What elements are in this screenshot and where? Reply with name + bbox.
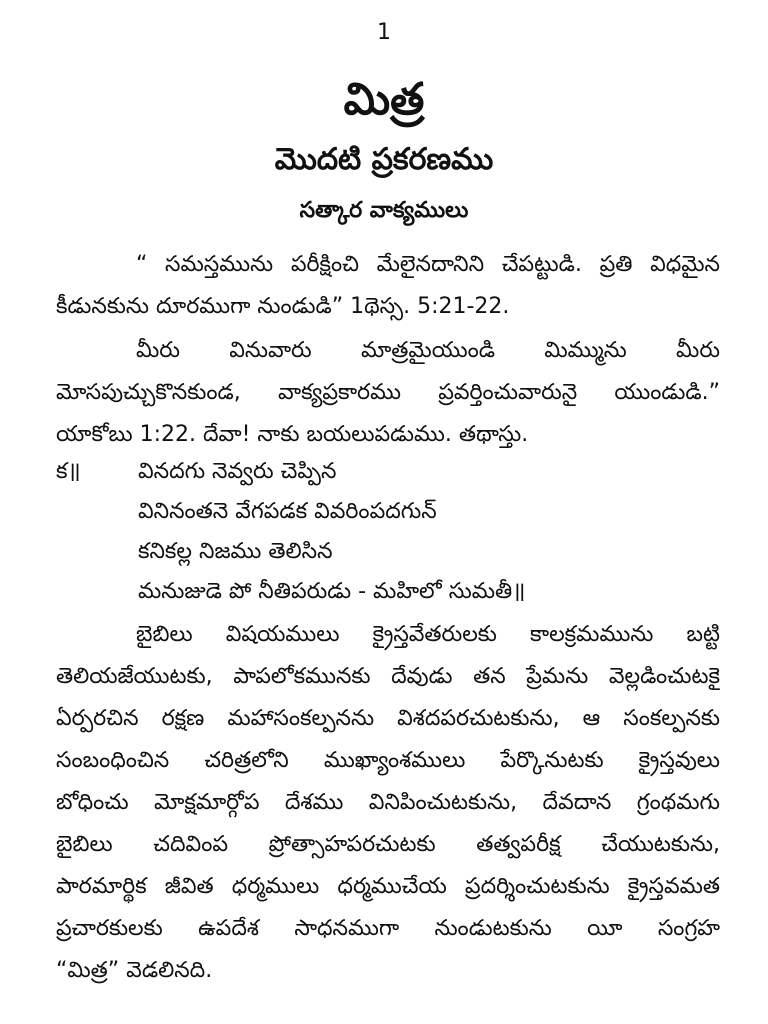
paragraph-line: మోసపుచ్చుకొనకుండ, వాక్యప్రకారము ప్రవర్తించువారునై యుండుడి.” xyxy=(56,380,720,405)
verse-row xyxy=(56,452,720,492)
verse-row xyxy=(56,492,720,532)
paragraph-line: యాకోబు 1:22. దేవా! నాకు బయలుపడుము. తథాస్తు. xyxy=(56,422,529,447)
paragraph-line: పారమార్థిక జీవిత ధర్మములు ధర్మముచేయ ప్రదర్శించుటకును క్రైస్తవమత xyxy=(56,874,720,899)
paragraph-line: మీరు వినువారు మాత్రమైయుండి మిమ్మును మీరు xyxy=(136,338,720,363)
book-title: మిత్ర xyxy=(343,74,425,125)
verse-line: వినదగు నెవ్వరు చెప్పిన xyxy=(138,459,337,484)
paragraph-2 xyxy=(56,330,720,456)
paragraph-line: కీడునకును దూరముగా నుండుడి” 1థెస్స. 5:21-22. xyxy=(56,294,510,319)
paragraph-1 xyxy=(56,244,720,328)
verse-line: మనుజుడె పో నీతిపరుడు - మహిలో సుమతీ॥ xyxy=(138,579,526,604)
verse-row xyxy=(56,532,720,572)
paragraph-line: బైబిలు విషయములు క్రైస్తవేతరులకు కాలక్రమమును బట్టి xyxy=(136,622,720,647)
section-heading: సత్కార వాక్యములు xyxy=(299,198,469,223)
verse-block xyxy=(56,452,720,612)
paragraph-line: తెలియజేయుటకు, పాపలోకమునకు దేవుడు తన ప్రేమను వెల్లడించుటకై xyxy=(56,664,720,689)
paragraph-line: “మిత్ర” వెడలినది. xyxy=(56,958,213,983)
paragraph-line: బైబిలు చదివింప ప్రోత్సాహపరచుటకు తత్వపరీక్ష చేయుటకును, xyxy=(56,832,720,857)
paragraph-line: సంబంధించిన చరిత్రలోని ముఖ్యాంశములు పేర్కొనుటకు క్రైస్తవులు xyxy=(56,748,720,773)
chapter-heading: మొదటి ప్రకరణము xyxy=(274,142,494,177)
paragraph-3 xyxy=(56,614,720,992)
paragraph-line: ప్రచారకులకు ఉపదేశ సాధనముగా నుండుటకును యీ సంగ్రహ xyxy=(56,916,720,941)
verse-line: కనికల్ల నిజము తెలిసిన xyxy=(138,539,333,564)
verse-line: వినినంతనె వేగపడక వివరింపదగున్ xyxy=(138,499,437,524)
paragraph-line: “ సమస్తమును పరీక్షించి మేలైనదానిని చేపట్టుడి. ప్రతి విధమైన xyxy=(136,252,720,277)
verse-row xyxy=(56,572,720,612)
page-number: 1 xyxy=(377,20,391,45)
verse-marker: క॥ xyxy=(56,459,81,484)
paragraph-line: బోధించు మోక్షమార్గోప దేశము వినిపించుటకును, దేవదాన గ్రంథమగు xyxy=(56,790,720,815)
paragraph-line: ఏర్పరచిన రక్షణ మహాసంకల్పనను విశదపరచుటకును, ఆ సంకల్పనకు xyxy=(56,706,720,731)
